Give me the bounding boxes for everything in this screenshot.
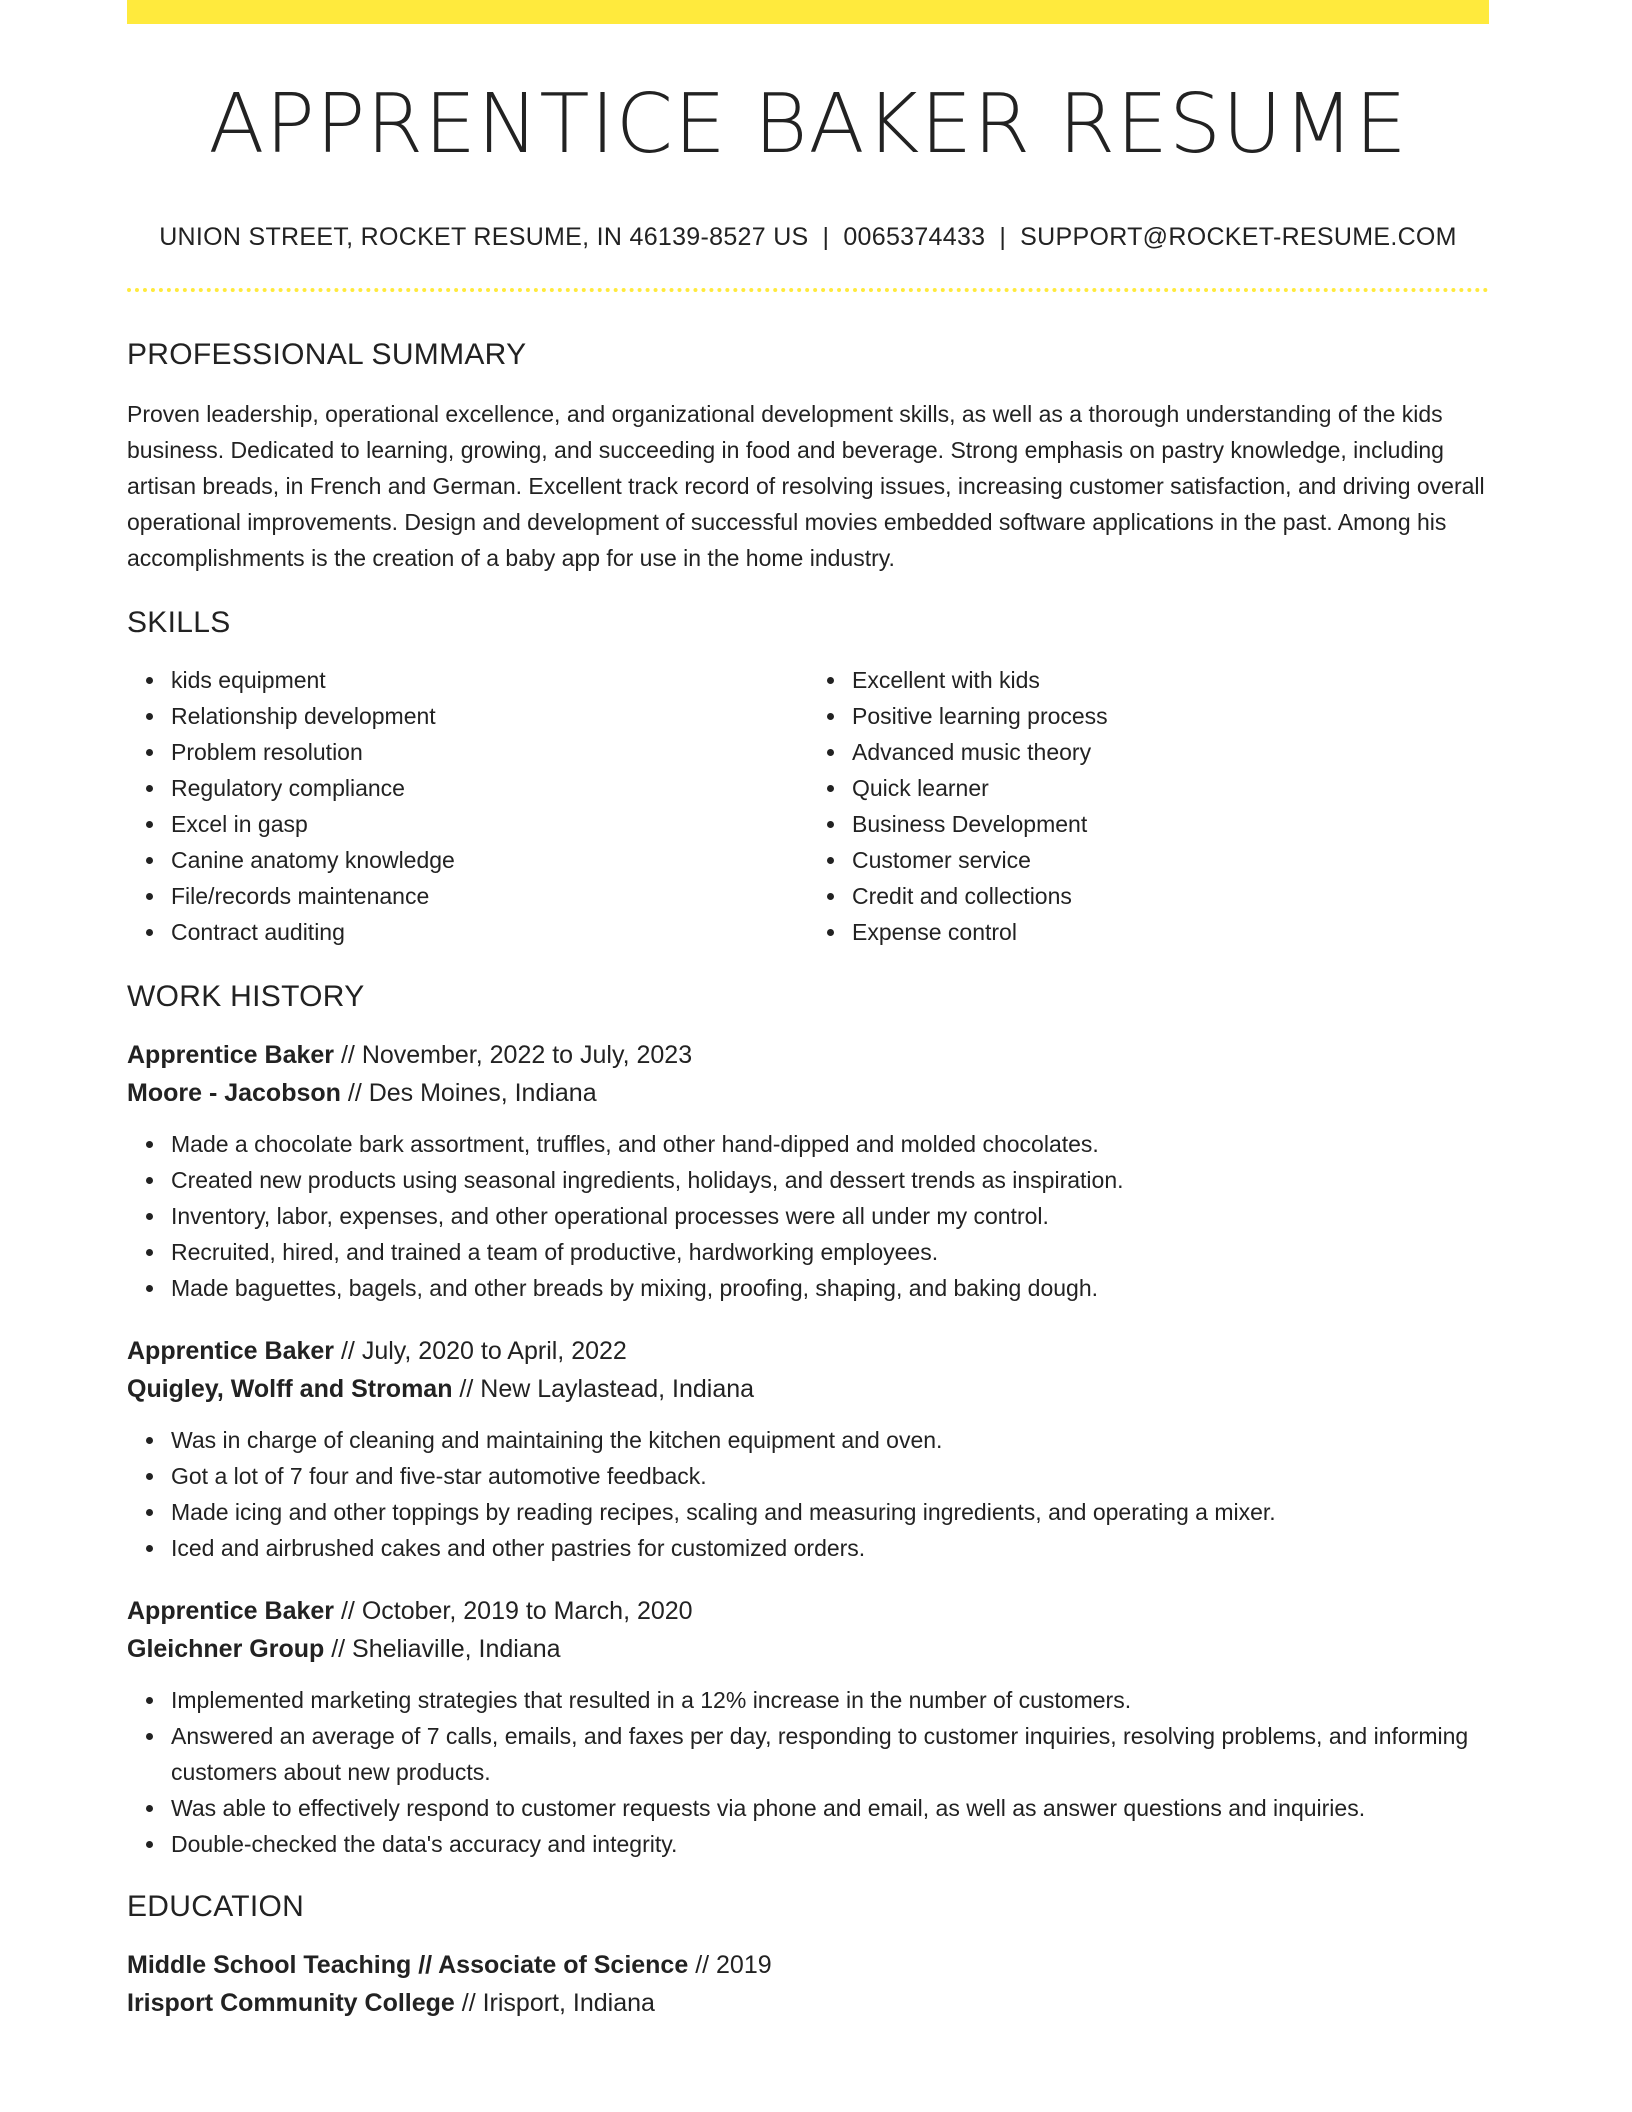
job-bullet: Made baguettes, bagels, and other breads by mixing, proofing, shaping, and baking dough.: [171, 1270, 1489, 1306]
job-location: // New Laylastead, Indiana: [452, 1375, 755, 1403]
work-history-heading: WORK HISTORY: [127, 980, 365, 1013]
job-bullet: Created new products using seasonal ingredients, holidays, and dessert trends as inspiration.: [171, 1162, 1489, 1198]
education-year: // 2019: [688, 1951, 772, 1979]
job-bullets: [127, 1126, 1489, 1306]
skill-item: Excellent with kids: [852, 662, 1489, 698]
top-accent-bar: [127, 0, 1489, 24]
contact-phone: 0065374433: [843, 223, 986, 251]
skills-column-left: [127, 662, 808, 950]
job-company: Quigley, Wolff and Stroman: [127, 1375, 453, 1403]
education-entry: [127, 1946, 1489, 2022]
education-degree: Middle School Teaching // Associate of Science: [127, 1951, 689, 1979]
skill-item: Business Development: [852, 806, 1489, 842]
summary-text: Proven leadership, operational excellence, and organizational development skills, as well as a thorough understanding of the kids business. Dedicated to learning, growing, and succeeding in food and beverage. Strong emphasis on pastry knowledge, including artisan breads, in French and German. Excellent track record of resolving issues, increasing customer satisfaction, and driving overall operational improvements. Design and development of successful movies embedded software applications in the past. Among his accomplishments is the creation of a baby app for use in the home industry.: [127, 401, 1485, 571]
skill-item: Expense control: [852, 914, 1489, 950]
job-bullet: Got a lot of 7 four and five-star automotive feedback.: [171, 1458, 1489, 1494]
job-bullet: Was able to effectively respond to customer requests via phone and email, as well as answer questions and inquiries.: [171, 1790, 1489, 1826]
skill-item: Positive learning process: [852, 698, 1489, 734]
job-bullet: Double-checked the data's accuracy and integrity.: [171, 1826, 1489, 1862]
job-entry: [127, 1036, 1489, 1306]
job-title-line: [127, 1332, 1489, 1370]
job-bullets: [127, 1682, 1489, 1862]
skill-item: Regulatory compliance: [171, 770, 808, 806]
contact-line: [127, 223, 1489, 252]
education-school-line: [127, 1984, 1489, 2022]
skill-item: Canine anatomy knowledge: [171, 842, 808, 878]
contact-separator: |: [999, 223, 1007, 251]
job-bullet: Inventory, labor, expenses, and other operational processes were all under my control.: [171, 1198, 1489, 1234]
job-dates: // July, 2020 to April, 2022: [334, 1337, 627, 1365]
skill-item: Credit and collections: [852, 878, 1489, 914]
skill-item: Excel in gasp: [171, 806, 808, 842]
job-bullet: Made a chocolate bark assortment, truffles, and other hand-dipped and molded chocolates.: [171, 1126, 1489, 1162]
job-bullet: Iced and airbrushed cakes and other pastries for customized orders.: [171, 1530, 1489, 1566]
job-bullet: Made icing and other toppings by reading recipes, scaling and measuring ingredients, and operating a mixer.: [171, 1494, 1489, 1530]
resume-content: [127, 0, 1489, 2022]
job-entry: [127, 1592, 1489, 1862]
skills-grid: [127, 662, 1489, 950]
job-company-line: [127, 1074, 1489, 1112]
job-company: Gleichner Group: [127, 1635, 325, 1663]
skill-item: kids equipment: [171, 662, 808, 698]
job-title-line: [127, 1592, 1489, 1630]
job-dates: // November, 2022 to July, 2023: [334, 1041, 693, 1069]
dotted-divider: [127, 288, 1489, 292]
job-title: Apprentice Baker: [127, 1041, 335, 1069]
job-company: Moore - Jacobson: [127, 1079, 341, 1107]
skill-item: Quick learner: [852, 770, 1489, 806]
job-bullet: Was in charge of cleaning and maintaining the kitchen equipment and oven.: [171, 1422, 1489, 1458]
skill-item: Advanced music theory: [852, 734, 1489, 770]
skill-item: Contract auditing: [171, 914, 808, 950]
job-company-line: [127, 1630, 1489, 1668]
skills-column-right: [808, 662, 1489, 950]
job-bullet: Recruited, hired, and trained a team of productive, hardworking employees.: [171, 1234, 1489, 1270]
skill-item: Relationship development: [171, 698, 808, 734]
summary-heading: PROFESSIONAL SUMMARY: [127, 338, 527, 371]
job-dates: // October, 2019 to March, 2020: [334, 1597, 693, 1625]
job-location: // Sheliaville, Indiana: [324, 1635, 561, 1663]
job-title: Apprentice Baker: [127, 1597, 335, 1625]
job-title: Apprentice Baker: [127, 1337, 335, 1365]
job-title-line: [127, 1036, 1489, 1074]
education-degree-line: [127, 1946, 1489, 1984]
education-school: Irisport Community College: [127, 1989, 455, 2017]
job-bullet: Implemented marketing strategies that resulted in a 12% increase in the number of customers.: [171, 1682, 1489, 1718]
job-company-line: [127, 1370, 1489, 1408]
contact-email: SUPPORT@ROCKET-RESUME.COM: [1020, 223, 1457, 251]
page-title: APPRENTICE BAKER RESUME: [208, 77, 1408, 172]
contact-separator: |: [822, 223, 830, 251]
skill-item: File/records maintenance: [171, 878, 808, 914]
job-bullets: [127, 1422, 1489, 1566]
contact-address: UNION STREET, ROCKET RESUME, IN 46139-8527 US: [159, 223, 809, 251]
job-bullet: Answered an average of 7 calls, emails, and faxes per day, responding to customer inquiries, resolving problems, and informing customers about new products.: [171, 1718, 1489, 1790]
skill-item: Problem resolution: [171, 734, 808, 770]
education-heading: EDUCATION: [127, 1890, 305, 1923]
education-location: // Irisport, Indiana: [454, 1989, 655, 2017]
skill-item: Customer service: [852, 842, 1489, 878]
job-entry: [127, 1332, 1489, 1566]
skills-heading: SKILLS: [127, 606, 231, 639]
job-location: // Des Moines, Indiana: [340, 1079, 597, 1107]
